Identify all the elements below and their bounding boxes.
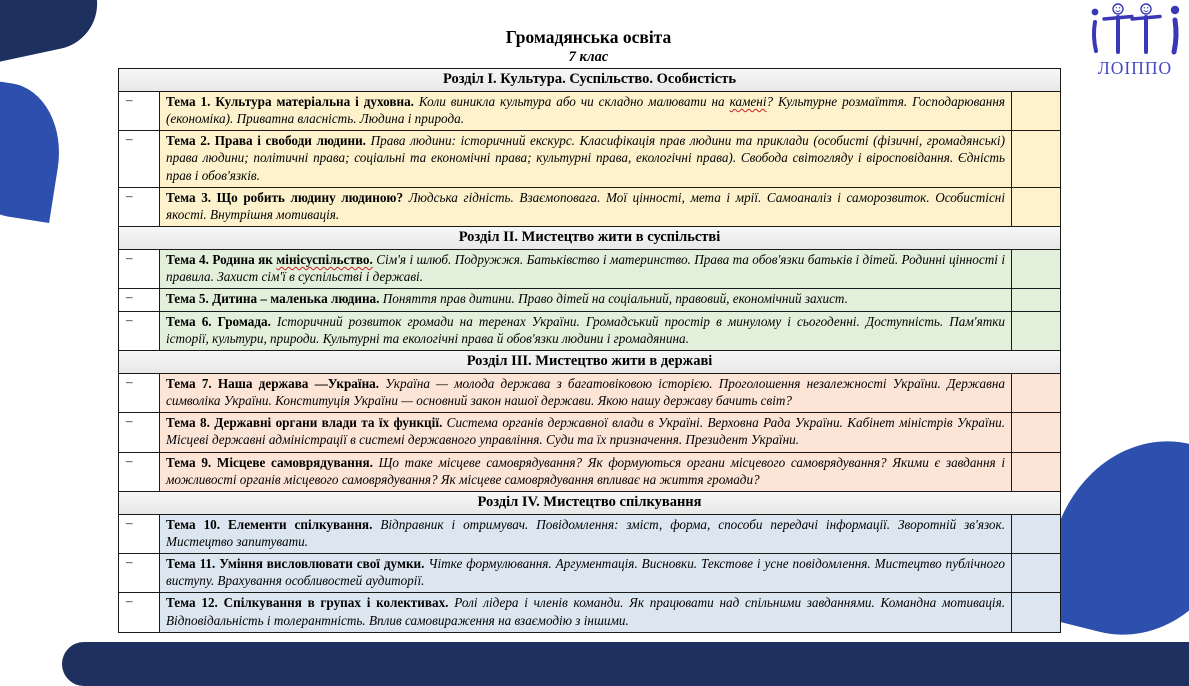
row-empty-cell: [1012, 92, 1060, 130]
row-marker: –: [119, 593, 160, 631]
bottom-bar-shape: [62, 642, 1189, 686]
row-content: [160, 131, 1012, 186]
theme-title: Тема 3. Що робить людину людиною?: [166, 189, 404, 205]
row-content: [160, 374, 1012, 412]
theme-description: Коли виникла культура або чи складно малювати на: [418, 94, 725, 109]
theme-description: Чітке формулювання. Аргументація. Висновки. Текстове і усне повідомлення. Мистецтво публічного виступу. Врахування особливостей аудиторії.: [166, 556, 1005, 589]
row-marker: –: [119, 453, 160, 491]
row-content: [160, 554, 1012, 592]
table-row-theme-4: [119, 249, 1060, 288]
section-3-heading: Розділ III. Мистецтво жити в державі: [119, 350, 1060, 373]
row-empty-cell: [1012, 188, 1060, 226]
theme-description: Ролі лідера і членів команди. Як працювати над спільними завданнями. Командна мотивація. Відповідальність і толерантність. Вплив самовираження на взаємодію з іншими.: [166, 595, 1006, 628]
row-content: [160, 250, 1012, 288]
logo-text: ЛОІППО: [1097, 58, 1173, 78]
theme-description: Система органів державної влади в Україні. Верховна Рада України. Кабінет міністрів України. Місцеві державні адміністрації в системі державного управління. Суди та їх призначення. Президент України.: [166, 415, 1005, 448]
table-row-theme-6: [119, 311, 1060, 350]
theme-title: Тема 7. Наша держава —Україна.: [166, 375, 380, 391]
table-row-theme-1: [119, 91, 1060, 130]
table-row-theme-3: [119, 187, 1060, 226]
row-content: [160, 188, 1012, 226]
row-content: [160, 453, 1012, 491]
corner-shape-top-left: [0, 0, 106, 67]
row-content: [160, 515, 1012, 553]
row-marker: –: [119, 554, 160, 592]
theme-title: Тема 12. Спілкування в групах і колективах.: [166, 595, 449, 611]
row-marker: –: [119, 312, 160, 350]
section-4-heading: Розділ IV. Мистецтво спілкування: [119, 491, 1060, 514]
page-subtitle: 7 клас: [568, 49, 609, 65]
theme-title: Тема 1. Культура матеріальна і духовна.: [166, 94, 414, 109]
section-2-heading: Розділ II. Мистецтво жити в суспільстві: [119, 226, 1060, 249]
row-empty-cell: [1012, 312, 1060, 350]
row-empty-cell: [1012, 250, 1060, 288]
leaf-shape-left: [0, 77, 70, 223]
row-marker: –: [119, 188, 160, 226]
curriculum-table: [118, 68, 1061, 633]
theme-title: Тема 5. Дитина – маленька людина.: [166, 291, 380, 307]
row-empty-cell: [1012, 374, 1060, 412]
row-empty-cell: [1012, 453, 1060, 491]
theme-title: Тема 11. Уміння висловлювати свої думки.: [166, 556, 425, 572]
row-marker: –: [119, 289, 160, 310]
table-row-theme-9: [119, 452, 1060, 491]
theme-title: Тема 6. Громада.: [166, 313, 271, 329]
table-row-theme-10: [119, 514, 1060, 553]
row-empty-cell: [1012, 554, 1060, 592]
page-title: Громадянська освіта: [505, 27, 672, 47]
row-empty-cell: [1012, 593, 1060, 631]
theme-description: Історичний розвиток громади на теренах України. Громадський простір в минулому і сьогоденні. Доступність. Пам'ятки історії, культури, природи. Культурні та екологічні права й обов'язки людини і громадянина.: [166, 313, 1006, 346]
row-marker: –: [119, 413, 160, 451]
row-content: [160, 413, 1012, 451]
row-content: [160, 593, 1012, 631]
table-row-theme-5: [119, 288, 1060, 310]
misspelled-word: камені: [729, 94, 767, 109]
table-row-theme-8: [119, 412, 1060, 451]
theme-title: Тема 4. Родина як: [166, 252, 273, 268]
table-row-theme-2: [119, 130, 1060, 186]
row-content: [160, 92, 1012, 130]
theme-description: Україна — молода держава з багатовіковою історією. Проголошення незалежності України. Державна символіка України. Конституція України — основний закон нашої держави. Якою нашу державу бачить світ?: [166, 375, 1006, 409]
theme-title: Тема 9. Місцеве самоврядування.: [166, 454, 373, 470]
row-marker: –: [119, 374, 160, 412]
row-empty-cell: [1012, 413, 1060, 451]
section-1-heading: Розділ I. Культура. Суспільство. Особистість: [119, 69, 1060, 91]
theme-description: Людська гідність. Взаємоповага. Мої цінності, мета і мрії. Самоаналіз і саморозвиток. Особистісні якості. Внутрішня мотивація.: [166, 189, 1006, 222]
theme-title: Тема 2. Права і свободи людини.: [166, 133, 366, 149]
row-empty-cell: [1012, 289, 1060, 310]
theme-description: Відправник і отримувач. Повідомлення: зміст, форма, способи передачі інформації. Зворотній зв'язок. Мистецтво запитувати.: [166, 516, 1005, 549]
theme-description: Сім'я і шлюб. Подружжя. Батьківство і материнство. Права та обов'язки батьків і дітей. Родинні цінності і правила. Захист сім'ї в суспільстві і державі.: [166, 252, 1005, 285]
row-empty-cell: [1012, 515, 1060, 553]
row-marker: –: [119, 92, 160, 130]
table-row-theme-11: [119, 553, 1060, 592]
theme-description: Поняття прав дитини. Право дітей на соціальний, правовий, економічний захист.: [382, 291, 848, 307]
theme-description: Що таке місцеве самоврядування? Як формуються органи місцевого самоврядування? Якими є завдання і можливості органів місцевого самоврядування? Як місцеве самоврядування впливає на життя громади?: [166, 454, 1005, 487]
row-empty-cell: [1012, 131, 1060, 186]
table-row-theme-12: [119, 592, 1060, 631]
row-content: [160, 289, 1012, 310]
theme-description: ? Культурне розмаїття. Господарювання (економіка). Приватна власність. Людина і природа.: [166, 94, 1006, 127]
table-row-theme-7: [119, 373, 1060, 412]
theme-description: Права людини: історичний екскурс. Класифікація прав людини та приклади (особисті (фізичні, громадянські) права людини; політичні права; соціальні та економічні права; культурні права, екологічні права). Свобода світогляду і віросповідання. Єдність прав і обов'язків.: [166, 133, 1005, 183]
row-content: [160, 312, 1012, 350]
loippo-logo: [1087, 2, 1183, 85]
theme-title: Тема 8. Державні органи влади та їх функції.: [166, 415, 443, 431]
row-marker: –: [119, 515, 160, 553]
people-figures-icon: [1087, 2, 1183, 80]
misspelled-word: мінісуспільство.: [276, 252, 373, 268]
theme-title: Тема 10. Елементи спілкування.: [166, 516, 373, 532]
row-marker: –: [119, 131, 160, 186]
row-marker: –: [119, 250, 160, 288]
